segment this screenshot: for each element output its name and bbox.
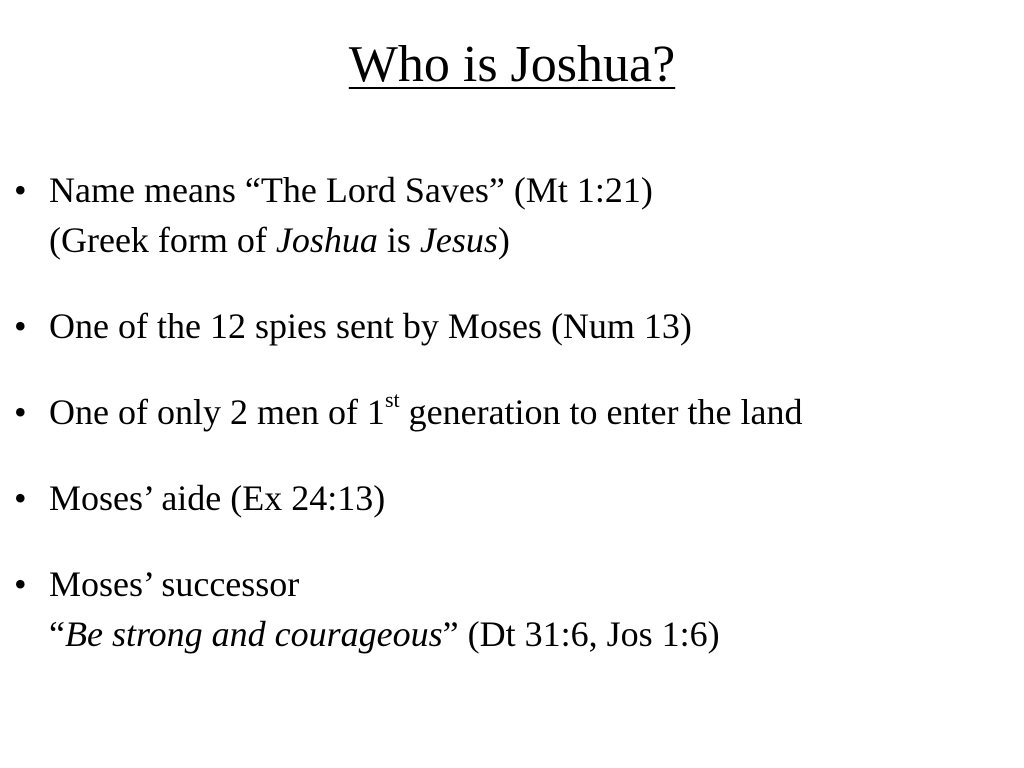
superscript-text: st <box>384 387 400 412</box>
bullet-text: Moses’ successor <box>49 564 300 604</box>
text-run: One of only 2 men of 1 <box>49 392 385 432</box>
text-run: generation to enter the land <box>399 392 803 432</box>
bullet-list <box>14 165 1019 695</box>
text-run: ) <box>497 220 510 260</box>
text-run: ” (Dt 31:6, Jos 1:6) <box>442 614 720 654</box>
bullet-text <box>49 387 1019 437</box>
italic-text-run: Jesus <box>419 220 498 260</box>
bullet-item-first-generation <box>14 387 1019 437</box>
bullet-icon: • <box>14 306 27 346</box>
bullet-text: Moses’ aide (Ex 24:13) <box>49 478 386 518</box>
bullet-icon: • <box>14 478 27 518</box>
italic-text-run: Joshua <box>275 220 378 260</box>
text-run: “ <box>49 614 65 654</box>
text-run: is <box>377 220 420 260</box>
bullet-icon: • <box>14 170 27 210</box>
bullet-subtext <box>49 609 1019 659</box>
bullet-subtext <box>49 215 1019 265</box>
italic-text-run: Be strong and courageous <box>64 614 443 654</box>
bullet-text: One of the 12 spies sent by Moses (Num 13) <box>49 306 692 346</box>
bullet-icon: • <box>14 392 27 432</box>
bullet-item-name-meaning <box>14 165 1019 265</box>
bullet-text: Name means “The Lord Saves” (Mt 1:21) <box>49 170 653 210</box>
slide-title: Who is Joshua? <box>348 36 676 93</box>
bullet-item-successor <box>14 559 1019 659</box>
text-run: (Greek form of <box>49 220 276 260</box>
bullet-item-aide <box>14 473 1019 523</box>
bullet-icon: • <box>14 564 27 604</box>
bullet-item-spies <box>14 301 1019 351</box>
